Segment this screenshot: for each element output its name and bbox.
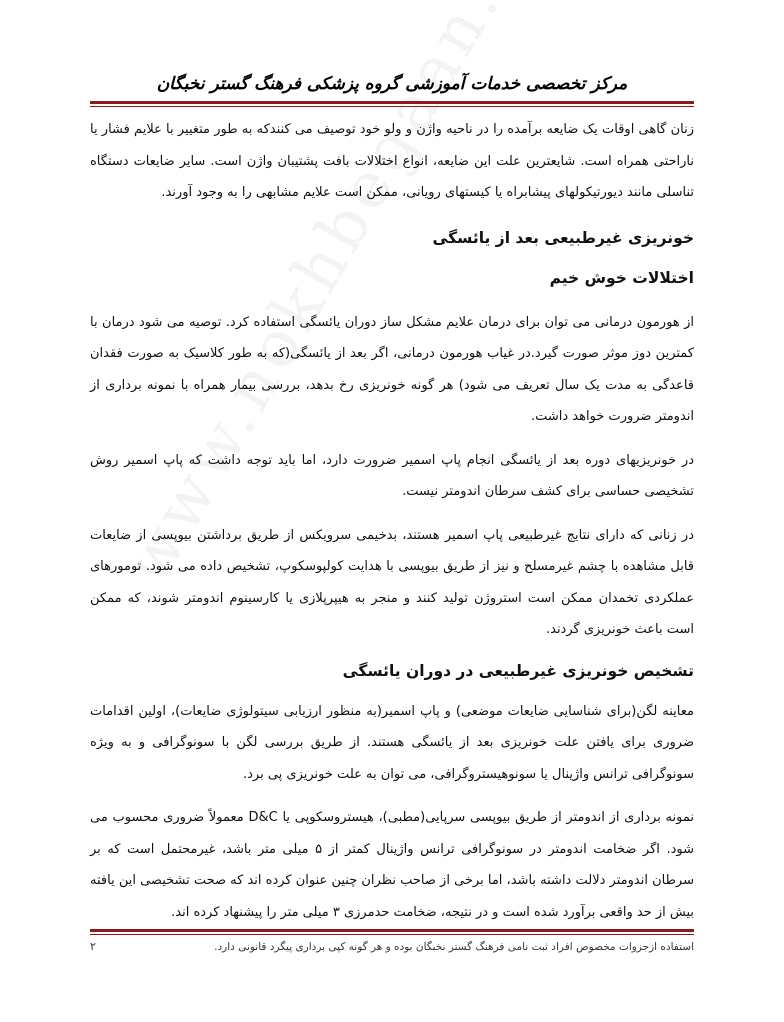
paragraph-pap-smear: در خونریزیهای دوره بعد از یائسگی انجام پاپ اسمیر ضرورت دارد، اما باید توجه داشت که پاپ اسمیر روش تشخیصی حساسی برای کشف سرطان اندومتر نیست. [90, 452, 694, 499]
paragraph-endometrial-sampling: نمونه برداری از اندومتر از طریق بیوپسی سرپایی(مطبی)، هیستروسکوپی یا D&C معمولاً ضروری محسوب می شود. اگر ضخامت اندومتر در سونوگرافی ترانس واژینال کمتر از ۵ میلی متر باشد، غیرمحتمل است که بر سرطان اندومتر دلالت داشته باشد، اما برخی از صاحب نظران چنین عنوان کرده اند که صحت تشخیصی این یافته بیش از حد واقعی برآورد شده است و در نتیجه، ضخامت حدمرزی ۳ میلی متر را پیشنهاد کرده اند. [90, 810, 694, 920]
heading-diagnosis: تشخیص خونریزی غیرطبیعی در دوران یائسگی [342, 661, 694, 680]
page-number: ۲ [90, 940, 96, 953]
paragraph-hormone-therapy: از هورمون درمانی می توان برای درمان علایم مشکل ساز دوران یائسگی استفاده کرد. توصیه می شود درمان با کمترین دوز موثر صورت گیرد.در غیاب هورمون درمانی، اگر بعد از یائسگی(که به طور کلاسیک به صورت فقدان قاعدگی به مدت یک سال تعریف می شود) هر گونه خونریزی رخ بدهد، بررسی بیمار همراه با نمونه برداری از اندومتر ضرورت خواهد داشت. [90, 314, 694, 424]
heading-postmenopausal-bleeding: خونریزی غیرطبیعی بعد از یائسگی [432, 228, 694, 247]
footer-copyright-notice: استفاده ازجزوات مخصوص افراد ثبت نامی فرهنگ گستر نخبگان بوده و هر گونه کپی برداری پیگرد قانونی دارد. [214, 941, 694, 953]
paragraph-abnormal-results: در زنانی که دارای نتایج غیرطبیعی پاپ اسمیر هستند، بدخیمی سرویکس از طریق برداشتن بیوپسی از ضایعات قابل مشاهده با چشم غیرمسلح و نیز از طریق بیوپسی با هدایت کولپوسکوپ، تشخیص داده می شود. تومورهای عملکردی تخمدان ممکن است استروژن تولید کنند و منجر به هیپرپلازی یا کارسینوم اندومتر شوند، که ممکن است باعث خونریزی گردند. [90, 527, 694, 637]
paragraph-intro: زنان گاهی اوقات یک ضایعه برآمده را در ناحیه واژن و ولو خود توصیف می کنندکه به طور متغییر با علایم فشار یا ناراحتی همراه است. شایعترین علت این ضایعه، انواع اختلالات بافت پشتیبان واژن است. سایر ضایعات دستگاه تناسلی مانند دیورتیکولهای پیشابراه یا کیستهای رویانی، ممکن است علایم مشابهی را به وجود آورند. [90, 122, 694, 200]
header-rule-thick [90, 101, 694, 104]
paragraph-pelvic-exam: معاینه لگن(برای شناسایی ضایعات موضعی) و پاپ اسمیر(به منظور ارزیابی سیتولوژی ضایعات)، اولین اقدامات ضروری برای یافتن علت خونریزی بعد از یائسگی هستند. از طریق بررسی لگن با سونوگرافی و به ویژه سونوگرافی ترانس واژینال یا سونوهیستروگرافی، می توان به علت خونریزی پی برد. [90, 703, 694, 782]
footer-rule-thin [90, 934, 694, 935]
heading-benign-disorders: اختلالات خوش خیم [549, 268, 694, 287]
document-body [90, 114, 694, 928]
header-rule-thin [90, 106, 694, 107]
page-header-title: مرکز تخصصی خدمات آموزشی گروه پزشکی فرهنگ گستر نخبگان [156, 74, 628, 94]
footer-rule-thick [90, 929, 694, 932]
